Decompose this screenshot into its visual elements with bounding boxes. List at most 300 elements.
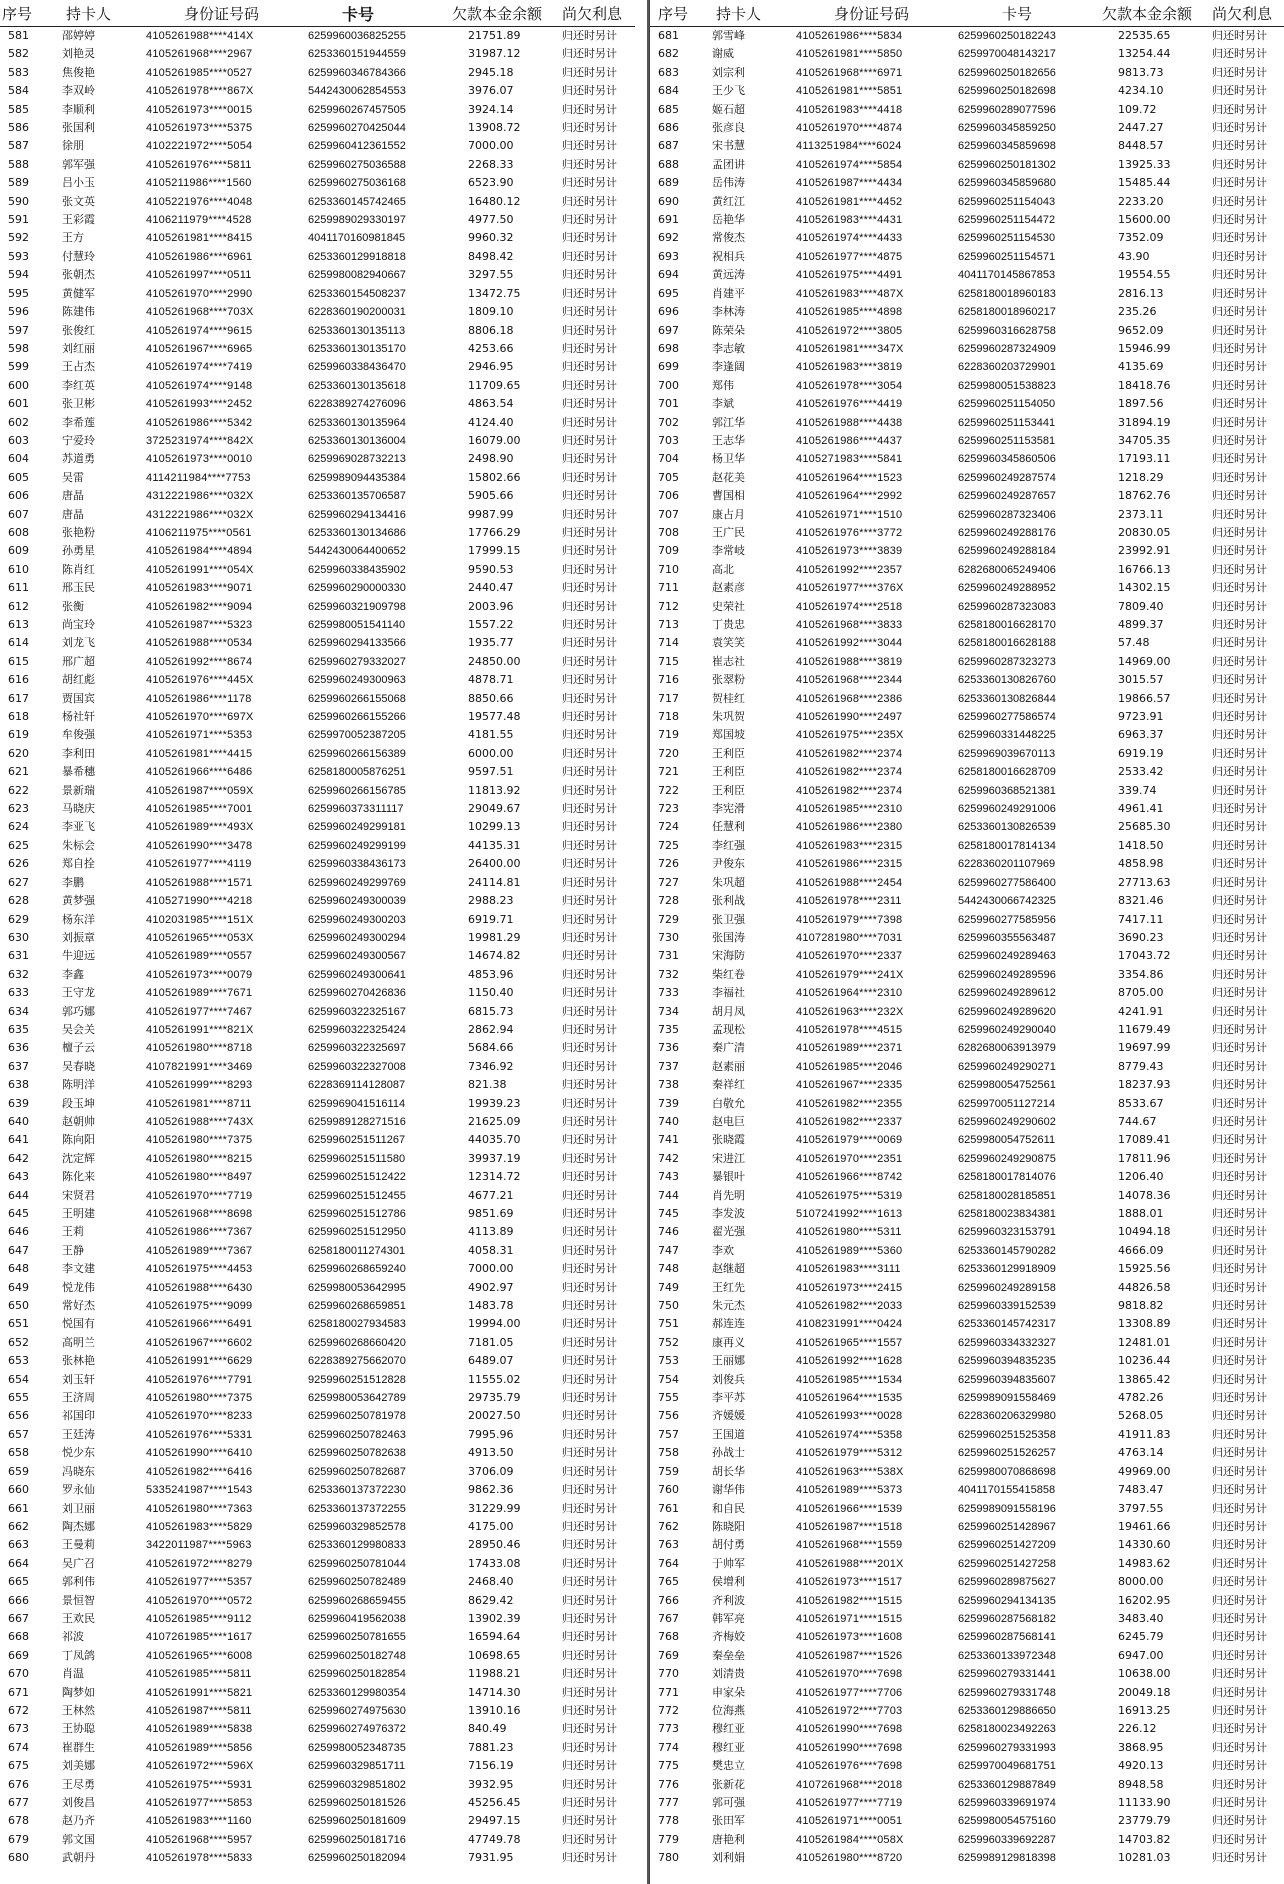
serial-no-cell: 712	[658, 599, 679, 613]
cardholder-cell: 朱标会	[62, 838, 95, 852]
serial-no-cell: 732	[658, 967, 679, 981]
card-number-cell: 6259960268659851	[308, 1300, 406, 1313]
serial-no-cell: 589	[8, 176, 29, 190]
id-number-cell: 4105261997****0511	[146, 269, 252, 282]
serial-no-cell: 685	[658, 102, 679, 116]
principal-balance-cell: 7352.09	[1118, 231, 1164, 245]
serial-no-cell: 644	[8, 1188, 29, 1202]
cardholder-cell: 李逢阔	[712, 360, 745, 374]
card-number-cell: 6228360201107969	[958, 858, 1056, 871]
interest-owed-cell: 归还时另计	[1212, 967, 1267, 981]
cardholder-cell: 穆红亚	[712, 1740, 745, 1754]
interest-owed-cell: 归还时另计	[1212, 1317, 1267, 1331]
card-number-cell: 5442430066742325	[958, 895, 1056, 908]
id-number-cell: 4105261975****4491	[796, 269, 903, 282]
table-row	[650, 340, 1284, 358]
card-number-cell: 6259960289875627	[958, 1576, 1056, 1589]
interest-owed-cell: 归还时另计	[562, 1207, 617, 1220]
table-row	[650, 1720, 1284, 1738]
serial-no-cell: 718	[658, 710, 679, 724]
principal-balance-cell: 7000.00	[468, 139, 514, 153]
serial-no-cell: 620	[8, 746, 29, 760]
id-number-cell: 4105261974****5358	[796, 1428, 903, 1441]
id-number-cell: 4105261982****6416	[146, 1465, 253, 1478]
cardholder-cell: 胡红彪	[62, 673, 95, 687]
principal-balance-cell: 6947.00	[1118, 1648, 1164, 1662]
card-number-cell: 6259989128271516	[308, 1115, 406, 1128]
id-number-cell: 4105261968****703X	[146, 306, 254, 319]
table-row	[0, 966, 635, 984]
id-number-cell: 4105261976****3772	[796, 526, 903, 539]
interest-owed-cell: 归还时另计	[562, 470, 617, 484]
principal-balance-cell: 235.26	[1118, 305, 1157, 319]
id-number-cell: 4105261966****8742	[796, 1171, 903, 1184]
interest-owed-cell: 归还时另计	[1212, 102, 1267, 116]
principal-balance-cell: 2373.11	[1118, 507, 1164, 521]
card-number-cell: 6259960250182854	[308, 1668, 406, 1681]
principal-balance-cell: 8850.66	[468, 691, 514, 705]
serial-no-cell: 751	[658, 1317, 679, 1331]
cardholder-cell: 悦少东	[62, 1446, 95, 1460]
id-number-cell: 4105261976****5331	[146, 1428, 253, 1441]
table-row	[0, 64, 635, 82]
serial-no-cell: 586	[8, 121, 29, 135]
card-number-cell: 6259960339692287	[958, 1833, 1056, 1846]
serial-no-cell: 594	[8, 268, 29, 282]
serial-no-cell: 581	[8, 29, 29, 42]
serial-no-cell: 672	[8, 1703, 29, 1717]
table-row	[650, 119, 1284, 137]
cardholder-cell: 李宪滑	[712, 802, 745, 816]
principal-balance-cell: 2945.18	[468, 65, 514, 79]
principal-balance-cell: 10494.18	[1118, 1225, 1171, 1239]
card-number-cell: 6259980054752611	[958, 1134, 1056, 1147]
cardholder-cell: 刘美娜	[62, 1759, 95, 1773]
cardholder-cell: 刘艳灵	[62, 47, 95, 61]
card-number-cell: 6258180023492263	[958, 1723, 1056, 1736]
interest-owed-cell: 归还时另计	[1212, 857, 1267, 871]
cardholder-cell: 孟现松	[712, 1022, 745, 1036]
serial-no-cell: 619	[8, 728, 29, 742]
serial-no-cell: 626	[8, 857, 29, 871]
interest-owed-cell: 归还时另计	[562, 1391, 617, 1405]
cardholder-cell: 陈明洋	[62, 1078, 95, 1092]
table-row	[650, 984, 1284, 1002]
principal-balance-cell: 8448.57	[1118, 139, 1164, 153]
card-number-cell: 6259960249289596	[958, 968, 1056, 981]
id-number-cell: 4105261980****7363	[146, 1502, 253, 1515]
principal-balance-cell: 339.74	[1118, 783, 1157, 797]
principal-balance-cell: 29049.67	[468, 802, 521, 816]
cardholder-cell: 王志华	[712, 433, 745, 447]
card-number-cell: 6259960251428967	[958, 1520, 1056, 1533]
id-number-cell: 4105261966****6491	[146, 1318, 253, 1331]
cardholder-cell: 陈晓阳	[712, 1519, 745, 1533]
card-number-cell: 6282680063913979	[958, 1042, 1056, 1055]
interest-owed-cell: 归还时另计	[562, 1354, 617, 1368]
table-row	[0, 911, 635, 929]
cardholder-cell: 赵花美	[712, 470, 745, 484]
principal-balance-cell: 1206.40	[1118, 1170, 1164, 1184]
id-number-cell: 4105261965****053X	[146, 931, 254, 944]
id-number-cell: 4105261967****2335	[796, 1079, 903, 1092]
serial-no-cell: 622	[8, 783, 29, 797]
serial-no-cell: 726	[658, 857, 679, 871]
serial-no-cell: 759	[658, 1464, 679, 1478]
principal-balance-cell: 15802.66	[468, 470, 521, 484]
cardholder-cell: 常俊杰	[712, 231, 745, 245]
card-number-cell: 6253360129980833	[308, 1539, 406, 1552]
cardholder-cell: 刘清贵	[712, 1667, 745, 1681]
id-number-cell: 4105261975****9099	[146, 1300, 253, 1313]
cardholder-cell: 李亚飞	[62, 820, 95, 834]
serial-no-cell: 660	[8, 1483, 29, 1497]
interest-owed-cell: 归还时另计	[1212, 1427, 1267, 1441]
cardholder-cell: 武朝丹	[62, 1851, 95, 1865]
card-number-cell: 4041170160981845	[308, 232, 406, 245]
cardholder-cell: 齐利波	[712, 1593, 745, 1607]
serial-no-cell: 700	[658, 378, 679, 392]
cardholder-cell: 张翠粉	[712, 673, 745, 687]
card-number-cell: 6253360129918818	[308, 250, 406, 263]
card-number-cell: 6259960249300567	[308, 950, 406, 963]
serial-no-cell: 670	[8, 1667, 29, 1681]
interest-owed-cell: 归还时另计	[1212, 489, 1267, 503]
principal-balance-cell: 4175.00	[468, 1519, 514, 1533]
card-number-cell: 6259960266156785	[308, 784, 406, 797]
serial-no-cell: 652	[8, 1335, 29, 1349]
id-number-cell: 4105261988****6430	[146, 1281, 253, 1294]
id-number-cell: 4105261971****1510	[796, 508, 903, 521]
interest-owed-cell: 归还时另计	[1212, 673, 1267, 687]
cardholder-cell: 张国涛	[712, 930, 745, 944]
serial-no-cell: 775	[658, 1759, 679, 1773]
id-number-cell: 4105261989****5856	[146, 1741, 253, 1754]
serial-no-cell: 767	[658, 1611, 679, 1625]
card-number-cell: 6259960322325424	[308, 1023, 406, 1036]
id-number-cell: 4105261990****7698	[796, 1723, 903, 1736]
interest-owed-cell: 归还时另计	[1212, 1630, 1267, 1644]
id-number-cell: 4105261990****2497	[796, 711, 903, 724]
id-number-cell: 4105261976****445X	[146, 674, 254, 687]
principal-balance-cell: 15946.99	[1118, 341, 1171, 355]
cardholder-cell: 郭军强	[62, 157, 95, 171]
cardholder-cell: 柴红卷	[712, 967, 745, 981]
id-number-cell: 4105261977****7467	[146, 1005, 253, 1018]
interest-owed-cell: 归还时另计	[1212, 1740, 1267, 1754]
table-row	[0, 1647, 635, 1665]
serial-no-cell: 599	[8, 360, 29, 374]
id-number-cell: 4105261981****8415	[146, 232, 253, 245]
principal-balance-cell: 8000.00	[1118, 1575, 1164, 1589]
interest-owed-cell: 归还时另计	[1212, 544, 1267, 558]
table-row	[0, 855, 635, 873]
card-number-cell: 6258180011274301	[308, 1244, 406, 1257]
table-row	[0, 708, 635, 726]
serial-no-cell: 612	[8, 599, 29, 613]
interest-owed-cell: 归还时另计	[1212, 746, 1267, 760]
serial-no-cell: 711	[658, 581, 679, 595]
interest-owed-cell: 归还时另计	[562, 636, 617, 650]
cardholder-cell: 韩军亮	[712, 1611, 745, 1625]
table-row	[0, 1684, 635, 1702]
serial-no-cell: 608	[8, 525, 29, 539]
id-number-cell: 4105261975****5931	[146, 1778, 253, 1791]
interest-owed-cell: 归还时另计	[1212, 1501, 1267, 1515]
interest-owed-cell: 归还时另计	[1212, 1078, 1267, 1092]
card-number-cell: 6259960249288176	[958, 526, 1056, 539]
header-card-number: 卡号	[302, 0, 450, 27]
id-number-cell: 4105261981****5850	[796, 48, 903, 61]
card-number-cell: 6259960250182094	[308, 1852, 406, 1865]
id-number-cell: 4105261983****4431	[796, 214, 903, 227]
interest-owed-cell: 归还时另计	[1212, 1722, 1267, 1736]
principal-balance-cell: 8705.00	[1118, 986, 1164, 1000]
table-row	[0, 45, 635, 63]
id-number-cell: 4105271983****5841	[796, 453, 903, 466]
card-number-cell: 6259960250781655	[308, 1631, 406, 1644]
id-number-cell: 4105261973****5375	[146, 122, 253, 135]
table-row	[650, 1407, 1284, 1425]
table-row	[650, 1757, 1284, 1775]
interest-owed-cell: 归还时另计	[562, 581, 617, 595]
table-row	[650, 137, 1284, 155]
cardholder-cell: 肖建平	[712, 286, 745, 300]
principal-balance-cell: 3297.55	[468, 268, 514, 282]
principal-balance-cell: 44035.70	[468, 1133, 521, 1147]
table-row	[650, 1187, 1284, 1205]
cardholder-cell: 李利田	[62, 746, 95, 760]
interest-owed-cell: 归还时另计	[562, 1611, 617, 1625]
cardholder-cell: 付慧玲	[62, 249, 95, 263]
cardholder-cell: 王静	[62, 1243, 84, 1257]
table-row	[650, 377, 1284, 395]
interest-owed-cell: 归还时另计	[1212, 1796, 1267, 1809]
principal-balance-cell: 44135.31	[468, 838, 521, 852]
cardholder-cell: 唐晶	[62, 489, 84, 503]
principal-balance-cell: 13925.33	[1118, 157, 1171, 171]
table-row	[650, 1849, 1284, 1867]
card-number-cell: 6253360129918909	[958, 1263, 1056, 1276]
card-number-cell: 6253360130826539	[958, 821, 1056, 834]
serial-no-cell: 655	[8, 1391, 29, 1405]
id-number-cell: 4102031985****151X	[146, 913, 254, 926]
serial-no-cell: 730	[658, 930, 679, 944]
serial-no-cell: 615	[8, 654, 29, 668]
cardholder-cell: 宋贤君	[62, 1188, 95, 1202]
interest-owed-cell: 归还时另计	[1212, 305, 1267, 319]
interest-owed-cell: 归还时另计	[1212, 1225, 1267, 1239]
card-number-cell: 6259960287568141	[958, 1631, 1056, 1644]
table-row	[650, 174, 1284, 192]
table-row	[0, 1628, 635, 1646]
id-number-cell: 4105261986****5342	[146, 416, 253, 429]
principal-balance-cell: 18418.76	[1118, 378, 1171, 392]
interest-owed-cell: 归还时另计	[1212, 139, 1267, 153]
card-number-cell: 6259960249299199	[308, 839, 406, 852]
serial-no-cell: 743	[658, 1170, 679, 1184]
table-row	[0, 1021, 635, 1039]
serial-no-cell: 754	[658, 1372, 679, 1386]
id-number-cell: 4105261985****4898	[796, 306, 903, 319]
serial-no-cell: 713	[658, 618, 679, 631]
table-row	[650, 506, 1284, 524]
card-number-cell: 6259980054752561	[958, 1079, 1056, 1092]
cardholder-cell: 张衡	[62, 599, 84, 613]
serial-no-cell: 749	[658, 1280, 679, 1294]
card-number-cell: 6259960322327008	[308, 1060, 406, 1073]
interest-owed-cell: 归还时另计	[1212, 581, 1267, 595]
principal-balance-cell: 3483.40	[1118, 1611, 1164, 1625]
principal-balance-cell: 3932.95	[468, 1777, 514, 1791]
cardholder-cell: 陈建伟	[62, 305, 95, 319]
cardholder-cell: 吴广召	[62, 1556, 95, 1570]
table-row	[650, 598, 1284, 616]
serial-no-cell: 734	[658, 1004, 679, 1018]
table-row	[650, 947, 1284, 965]
table-row	[0, 616, 635, 634]
card-number-cell: 6259960277586400	[958, 876, 1056, 889]
table-row	[650, 800, 1284, 818]
card-number-cell: 6259960251154571	[958, 250, 1056, 263]
table-row	[650, 1279, 1284, 1297]
card-number-cell: 6259960274976372	[308, 1723, 406, 1736]
table-row	[0, 1389, 635, 1407]
id-number-cell: 4105261982****1515	[796, 1594, 903, 1607]
card-number-cell: 6259960249287574	[958, 471, 1056, 484]
principal-balance-cell: 7346.92	[468, 1059, 514, 1073]
table-row	[650, 763, 1284, 781]
cardholder-cell: 徐朋	[62, 139, 84, 153]
interest-owed-cell: 归还时另计	[562, 378, 617, 392]
cardholder-cell: 郑自拴	[62, 857, 95, 871]
id-number-cell: 4105261973****0079	[146, 968, 253, 981]
id-number-cell: 4105261968****3833	[796, 619, 903, 631]
id-number-cell: 4105261972****8279	[146, 1557, 253, 1570]
interest-owed-cell: 归还时另计	[562, 1519, 617, 1533]
debt-table-left	[0, 0, 635, 1868]
id-number-cell: 4105261975****235X	[796, 729, 904, 742]
serial-no-cell: 585	[8, 102, 29, 116]
table-row	[650, 64, 1284, 82]
interest-owed-cell: 归还时另计	[562, 102, 617, 116]
principal-balance-cell: 29735.79	[468, 1391, 521, 1405]
card-number-cell: 6259960036825255	[308, 30, 406, 42]
id-number-cell: 4105261988****201X	[796, 1557, 904, 1570]
principal-balance-cell: 5905.66	[468, 489, 514, 503]
principal-balance-cell: 18237.93	[1118, 1078, 1171, 1092]
id-number-cell: 4105261970****4874	[796, 122, 903, 135]
id-number-cell: 4105261980****7375	[146, 1392, 253, 1405]
id-number-cell: 4105261965****6008	[146, 1649, 253, 1662]
card-number-cell: 6253360130134686	[308, 526, 406, 539]
id-number-cell: 4105261977****5853	[146, 1797, 253, 1809]
cardholder-cell: 郑伟	[712, 378, 734, 392]
serial-no-cell: 684	[658, 84, 679, 98]
table-row	[0, 745, 635, 763]
table-row	[0, 248, 635, 266]
header-interest-owed: 尚欠利息	[560, 0, 635, 27]
card-number-cell: 6259960321909798	[308, 600, 406, 613]
serial-no-cell: 740	[658, 1114, 679, 1128]
principal-balance-cell: 4977.50	[468, 213, 514, 227]
principal-balance-cell: 28950.46	[468, 1538, 521, 1552]
interest-owed-cell: 归还时另计	[1212, 710, 1267, 724]
serial-no-cell: 694	[658, 268, 679, 282]
table-row	[650, 1168, 1284, 1186]
card-number-cell: 6259960249299181	[308, 821, 406, 834]
card-number-cell: 6259980053642789	[308, 1392, 406, 1405]
id-number-cell: 4105261985****2046	[796, 1060, 903, 1073]
id-number-cell: 4105261990****3478	[146, 839, 253, 852]
serial-no-cell: 686	[658, 121, 679, 135]
interest-owed-cell: 归还时另计	[1212, 986, 1267, 1000]
cardholder-cell: 刘玉轩	[62, 1372, 95, 1386]
id-number-cell: 4312221986****032X	[146, 508, 254, 521]
id-number-cell: 4105261988****4438	[796, 416, 903, 429]
id-number-cell: 4105261978****867X	[146, 85, 254, 98]
principal-balance-cell: 2946.95	[468, 360, 514, 374]
principal-balance-cell: 9723.91	[1118, 710, 1164, 724]
interest-owed-cell: 归还时另计	[562, 1059, 617, 1073]
id-number-cell: 4106211979****4528	[146, 214, 252, 227]
interest-owed-cell: 归还时另计	[562, 268, 617, 282]
interest-owed-cell: 归还时另计	[562, 121, 617, 135]
serial-no-cell: 755	[658, 1391, 679, 1405]
table-row	[0, 1168, 635, 1186]
cardholder-cell: 王协聪	[62, 1722, 95, 1736]
interest-owed-cell: 归还时另计	[562, 1630, 617, 1644]
table-row	[0, 892, 635, 910]
serial-no-cell: 777	[658, 1796, 679, 1809]
serial-no-cell: 675	[8, 1759, 29, 1773]
id-number-cell: 4105261986****7367	[146, 1226, 253, 1239]
cardholder-cell: 齐梅姣	[712, 1630, 745, 1644]
table-row	[650, 1095, 1284, 1113]
cardholder-cell: 王丽娜	[712, 1354, 745, 1368]
cardholder-cell: 岳伟涛	[712, 176, 745, 190]
cardholder-cell: 牛迎远	[62, 949, 95, 963]
interest-owed-cell: 归还时另计	[562, 1556, 617, 1570]
cardholder-cell: 宋进江	[712, 1151, 745, 1165]
id-number-cell: 4105261987****4434	[796, 177, 903, 190]
id-number-cell: 4107821991****3469	[146, 1060, 253, 1073]
cardholder-cell: 王彩霞	[62, 213, 95, 227]
cardholder-cell: 康再义	[712, 1335, 745, 1349]
principal-balance-cell: 2862.94	[468, 1022, 514, 1036]
cardholder-cell: 谢华伟	[712, 1483, 745, 1497]
interest-owed-cell: 归还时另计	[1212, 894, 1267, 908]
card-number-cell: 6259960338435902	[308, 563, 406, 576]
card-number-cell: 6259960345860506	[958, 453, 1056, 466]
table-row	[650, 229, 1284, 247]
serial-no-cell: 653	[8, 1354, 29, 1368]
serial-no-cell: 765	[658, 1575, 679, 1589]
cardholder-cell: 曹国相	[712, 489, 745, 503]
table-row	[650, 156, 1284, 174]
interest-owed-cell: 归还时另计	[562, 838, 617, 852]
table-row	[650, 634, 1284, 652]
card-number-cell: 6259989094435384	[308, 471, 406, 484]
serial-no-cell: 690	[658, 194, 679, 208]
principal-balance-cell: 9597.51	[468, 765, 514, 779]
table-row	[650, 1776, 1284, 1794]
serial-no-cell: 631	[8, 949, 29, 963]
card-number-cell: 6253360130136004	[308, 434, 406, 447]
cardholder-cell: 杨卫华	[712, 452, 745, 466]
table-row	[0, 579, 635, 597]
card-number-cell: 6259960249291006	[958, 803, 1056, 816]
